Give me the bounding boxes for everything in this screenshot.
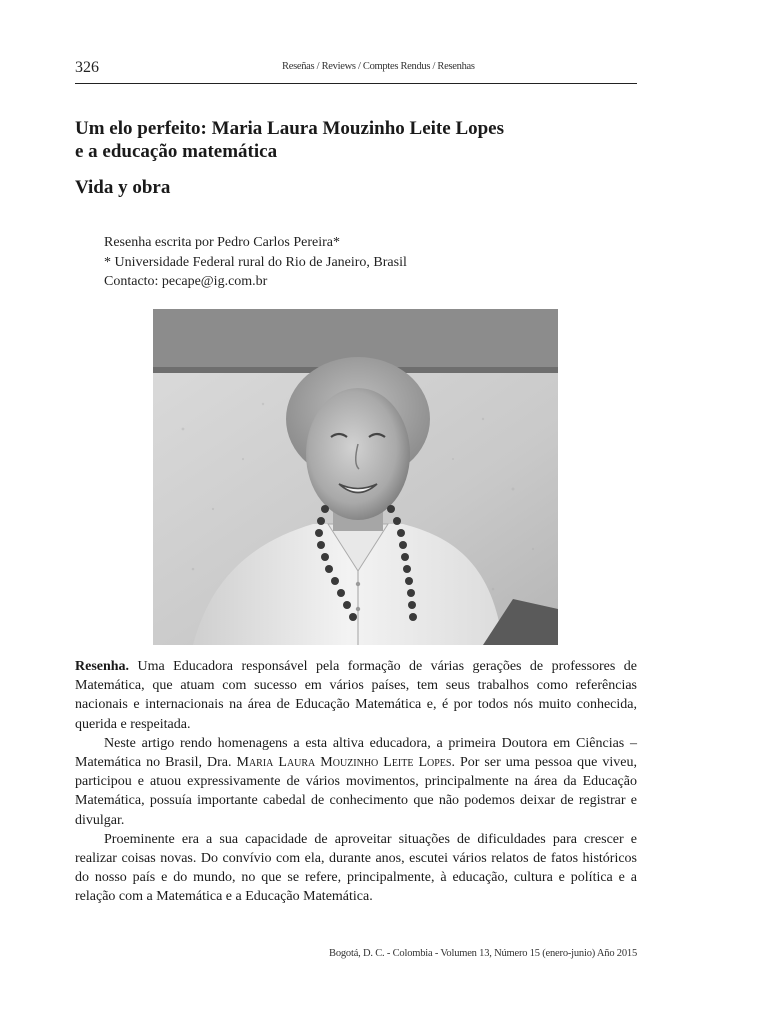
article-body	[75, 657, 637, 907]
title-line-1: Um elo perfeito: Maria Laura Mouzinho Leite Lopes	[75, 118, 505, 139]
page-number: 326	[75, 59, 99, 76]
paragraph-2	[75, 734, 637, 830]
paragraph-lead: Resenha.	[75, 659, 130, 674]
title-line-2: e a educação matemática	[75, 141, 278, 162]
byline	[104, 233, 407, 292]
byline-affiliation: * Universidade Federal rural do Rio de Janeiro, Brasil	[104, 254, 407, 270]
paragraph-3: Proeminente era a sua capacidade de aproveitar situações de dificuldades para crescer e realizar coisas novas. Do convívio com ela, durante anos, escutei vários relatos de fatos históricos do nosso país e do mundo, no que se refere, principalmente, à educação, cultura e política e a relação com a Matemática e a Educação Matemática.	[75, 831, 637, 905]
article-title	[75, 117, 637, 163]
byline-author: Resenha escrita por Pedro Carlos Pereira*	[104, 235, 340, 250]
article-subtitle: Vida y obra	[75, 177, 171, 198]
paragraph-1	[75, 657, 637, 734]
byline-contact: Contacto: pecape@ig.com.br	[104, 274, 268, 289]
paragraph-2-before: Neste artigo rendo homenagens a esta altiva educadora, a primeira Doutora em Ciências – Matemática no Brasil, Dra.	[75, 735, 637, 771]
footer-citation: Bogotá, D. C. - Colombia - Volumen 13, Número 15 (enero-junio) Año 2015	[329, 948, 637, 959]
paragraph-2-name: Maria Laura Mouzinho Leite Lopes	[236, 755, 452, 771]
running-head: Reseñas / Reviews / Comptes Rendus / Resenhas	[282, 61, 475, 72]
header-rule	[75, 83, 637, 84]
paragraph-2-after: . Por ser uma pessoa que viveu, participou e atuou expressivamente de vários movimentos, principalmente na área da Educação Matemática, possuía importante cabedal de conhecimento que não podemos deixar de registrar e divulgar.	[75, 755, 637, 828]
paragraph-1-text: Uma Educadora responsável pela formação de várias gerações de professores de Matemática, que atuam com sucesso em vários países, tem seus trabalhos como referências nacionais e internacionais na área de Educação Matemática e, é por todos nós muito conhecida, querida e respeitada.	[75, 659, 637, 732]
portrait-photo	[153, 309, 558, 645]
